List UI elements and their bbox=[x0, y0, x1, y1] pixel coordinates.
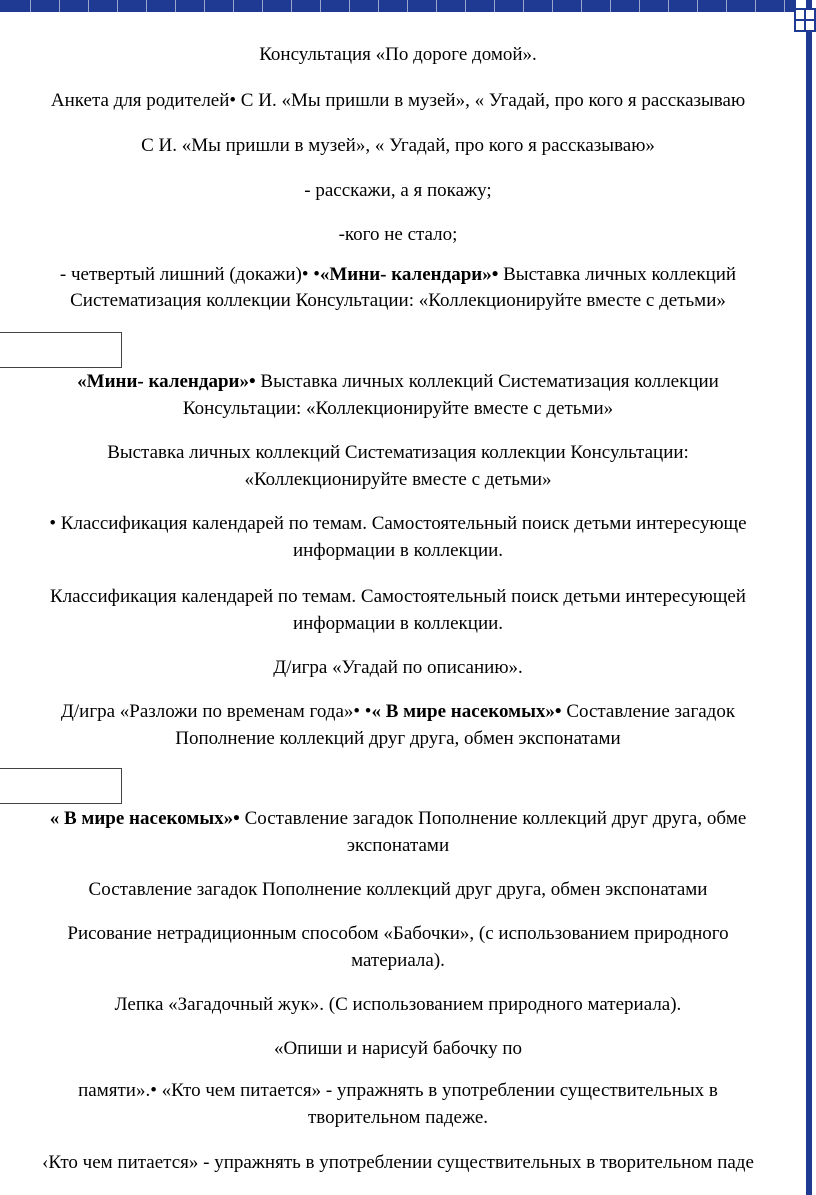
border-tick bbox=[784, 0, 785, 12]
text-line bbox=[0, 369, 796, 395]
border-tick bbox=[378, 0, 379, 12]
text-line: «Коллекционируйте вместе с детьми» bbox=[244, 469, 552, 490]
border-tick bbox=[175, 0, 176, 12]
text-line: Составление загадок Пополнение коллекций друг друга, обмен экспонатами bbox=[88, 879, 708, 900]
border-tick bbox=[697, 0, 698, 12]
text-line: Лепка «Загадочный жук». (С использованием природного материала). bbox=[114, 994, 682, 1015]
text-line: экспонатами bbox=[346, 835, 450, 856]
text-line: «Опиши и нарисуй бабочку по bbox=[273, 1038, 523, 1059]
border-tick bbox=[726, 0, 727, 12]
text-line: памяти».• «Кто чем питается» - упражнять в употреблении существительных в bbox=[78, 1080, 718, 1101]
empty-box bbox=[0, 768, 122, 804]
border-tick bbox=[291, 0, 292, 12]
text-line bbox=[0, 262, 796, 288]
border-tick bbox=[755, 0, 756, 12]
text-run: Выставка личных коллекций Систематизация коллекции bbox=[255, 371, 719, 392]
text-line: материала). bbox=[351, 950, 445, 971]
text-line: Рисование нетрадиционным способом «Бабочки», (с использованием природного bbox=[67, 923, 729, 944]
corner-ornament bbox=[794, 8, 816, 32]
top-border bbox=[0, 0, 796, 12]
border-tick bbox=[639, 0, 640, 12]
border-tick bbox=[581, 0, 582, 12]
text-line bbox=[0, 806, 796, 832]
border-tick bbox=[320, 0, 321, 12]
border-tick bbox=[146, 0, 147, 12]
border-tick bbox=[117, 0, 118, 12]
text-line bbox=[0, 699, 796, 725]
right-border bbox=[806, 0, 812, 1195]
bold-run: «Мини- календари»• bbox=[77, 371, 256, 392]
bold-run: «Мини- календари»• bbox=[319, 264, 499, 285]
doc-title: Консультация «По дороге домой». bbox=[259, 44, 537, 65]
text-line: Систематизация коллекции Консультации: «Коллекционируйте вместе с детьми» bbox=[70, 290, 726, 311]
text-line: - расскажи, а я покажу; bbox=[304, 180, 492, 201]
text-line: -кого не стало; bbox=[338, 224, 458, 245]
text-line: Консультации: «Коллекционируйте вместе с детьми» bbox=[182, 398, 614, 419]
border-tick bbox=[349, 0, 350, 12]
border-tick bbox=[233, 0, 234, 12]
bold-run: « В мире насекомых»• bbox=[49, 808, 240, 829]
text-line: Д/игра «Угадай по описанию». bbox=[273, 657, 523, 678]
text-line: Пополнение коллекций друг друга, обмен экспонатами bbox=[175, 728, 621, 749]
text-line: Анкета для родителей• С И. «Мы пришли в музей», « Угадай, про кого я рассказываю bbox=[50, 90, 746, 111]
border-tick bbox=[59, 0, 60, 12]
border-tick bbox=[407, 0, 408, 12]
border-tick bbox=[494, 0, 495, 12]
border-tick bbox=[204, 0, 205, 12]
border-tick bbox=[552, 0, 553, 12]
text-line: • Классификация календарей по темам. Самостоятельный поиск детьми интересующе bbox=[49, 513, 747, 534]
text-run: Составление загадок bbox=[561, 701, 736, 722]
border-tick bbox=[610, 0, 611, 12]
text-line: С И. «Мы пришли в музей», « Угадай, про кого я рассказываю» bbox=[141, 135, 655, 156]
text-run: Д/игра «Разложи по временам года»• • bbox=[60, 701, 372, 722]
text-line: Классификация календарей по темам. Самостоятельный поиск детьми интересующей bbox=[50, 586, 746, 607]
border-tick bbox=[262, 0, 263, 12]
border-tick bbox=[465, 0, 466, 12]
text-run: Выставка личных коллекций bbox=[498, 264, 737, 285]
text-run: Составление загадок Пополнение коллекций друг друга, обме bbox=[239, 808, 747, 829]
text-line: Выставка личных коллекций Систематизация коллекции Консультации: bbox=[107, 442, 689, 463]
text-line: информации в коллекции. bbox=[292, 540, 504, 561]
text-line: творительном падеже. bbox=[307, 1107, 489, 1128]
empty-box bbox=[0, 332, 122, 368]
text-line: ‹Кто чем питается» - упражнять в употреблении существительных в творительном паде bbox=[42, 1152, 754, 1173]
border-tick bbox=[436, 0, 437, 12]
text-run: - четвертый лишний (докажи)• • bbox=[59, 264, 320, 285]
text-line: информации в коллекции. bbox=[292, 613, 504, 634]
border-tick bbox=[30, 0, 31, 12]
border-tick bbox=[668, 0, 669, 12]
border-tick bbox=[88, 0, 89, 12]
border-tick bbox=[523, 0, 524, 12]
bold-run: « В мире насекомых»• bbox=[371, 701, 562, 722]
